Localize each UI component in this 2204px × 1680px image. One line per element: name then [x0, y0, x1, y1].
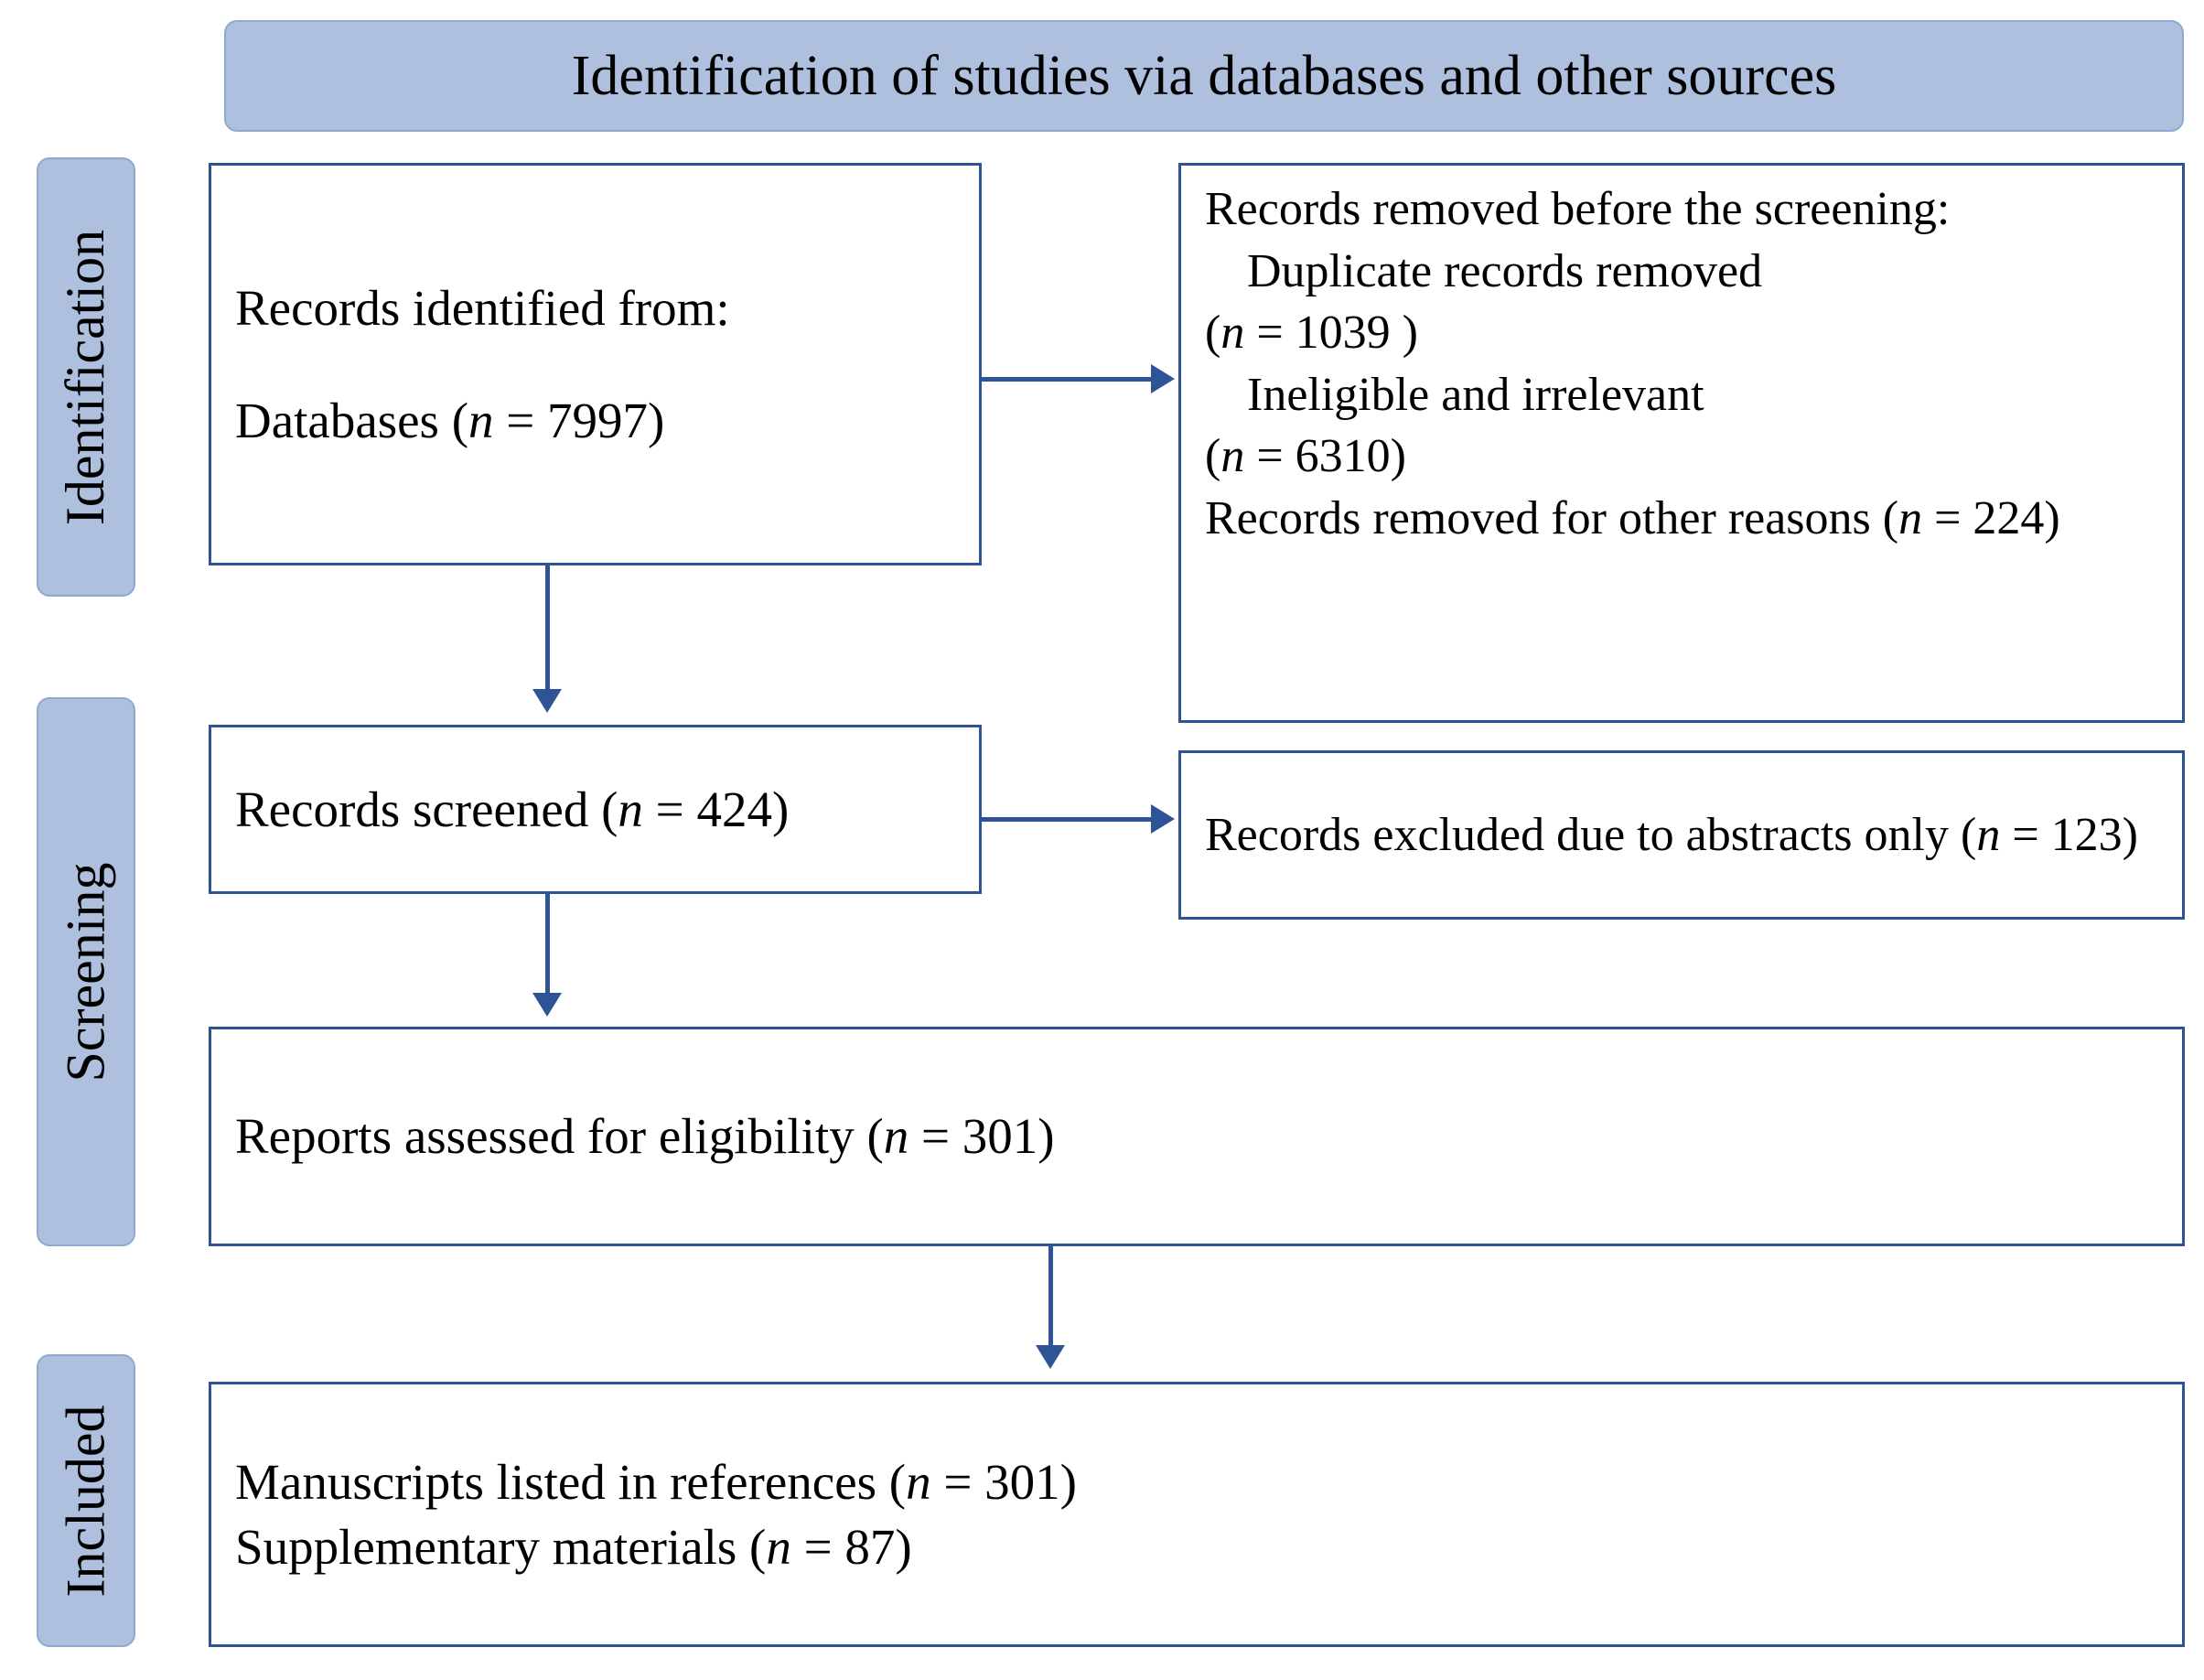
stage-label-included: Included [37, 1354, 135, 1647]
n-symbol: n [1220, 307, 1245, 360]
box-reports-assessed-eligibility: Reports assessed for eligibility (n = 301) [209, 1027, 2185, 1246]
n-symbol: n [766, 1519, 791, 1575]
arrow-head-eligibility-to-included [1036, 1345, 1065, 1369]
stage-label-screening: Screening [37, 697, 135, 1246]
n-symbol: n [906, 1453, 931, 1510]
arrow-screened-to-excluded [982, 817, 1151, 822]
box-records-removed-before-screening [1178, 163, 2185, 723]
included-line2: Supplementary materials (n = 87) [235, 1519, 912, 1575]
box-included-studies [209, 1382, 2185, 1647]
removed-item-0: Duplicate records removed [1247, 244, 1763, 297]
arrow-eligibility-to-included [1048, 1246, 1053, 1345]
arrow-identified-to-screened [545, 565, 550, 689]
stage-label-identification: Identification [37, 157, 135, 597]
box-records-identified [209, 163, 982, 565]
n-symbol: n [618, 781, 643, 837]
arrow-head-screened-to-eligibility [532, 993, 562, 1017]
arrow-head-identified-to-removed [1151, 364, 1175, 393]
n-symbol: n [883, 1108, 909, 1165]
removed-heading: Records removed before the screening: [1205, 183, 1951, 235]
box-records-screened: Records screened (n = 424) [209, 725, 982, 894]
records-identified-line2: Databases (n = 7997) [235, 393, 665, 448]
arrow-identified-to-removed [982, 377, 1151, 382]
box-records-excluded-abstracts: Records excluded due to abstracts only (n = 123) [1178, 750, 2185, 920]
arrow-head-identified-to-screened [532, 689, 562, 713]
removed-item-2-count: (n = 224) [1882, 491, 2060, 544]
n-symbol: n [1220, 430, 1245, 483]
arrow-head-screened-to-excluded [1151, 804, 1175, 834]
n-symbol: n [468, 393, 494, 448]
diagram-title-banner [224, 20, 2184, 132]
removed-item-1: Ineligible and irrelevant [1247, 368, 1704, 421]
n-symbol: n [1976, 808, 2001, 861]
included-line1: Manuscripts listed in references (n = 301) [235, 1453, 1077, 1510]
removed-item-0-count: (n = 1039 ) [1205, 307, 1418, 360]
diagram-title: Identification of studies via databases and other sources [571, 44, 1837, 107]
arrow-screened-to-eligibility [545, 894, 550, 993]
removed-item-1-count: (n = 6310) [1205, 430, 1406, 483]
n-symbol: n [1898, 491, 1923, 544]
records-identified-line1: Records identified from: [235, 279, 730, 336]
removed-item-2: Records removed for other reasons (n = 224) [1205, 491, 2060, 544]
